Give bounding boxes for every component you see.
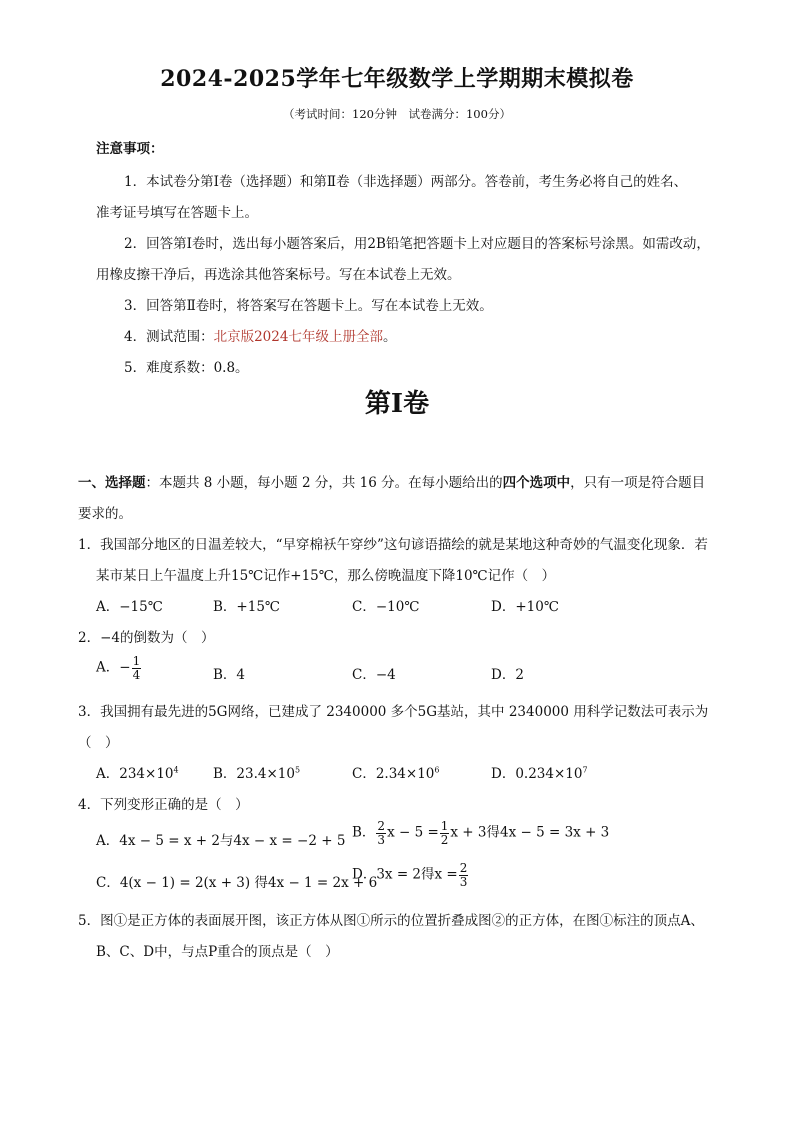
- q2-option-a: [96, 655, 142, 681]
- q4-option-d-fraction: [459, 862, 469, 888]
- notice-item-5: 5．难度系数：0.8。: [124, 360, 249, 376]
- q4-option-a: A．4x − 5 = x + 2与4x − x = −2 + 5: [96, 833, 346, 849]
- q2-option-a-fraction: [132, 655, 142, 681]
- notice-item-1-line-1: 1．本试卷分第Ⅰ卷（选择题）和第Ⅱ卷（非选择题）两部分。答卷前，考生务必将自己的姓名、: [124, 174, 688, 190]
- part1-heading-text: ：本题共 8 小题，每小题 2 分，共 16 分。在每小题给出的: [145, 475, 503, 491]
- q1-option-d: D．+10℃: [491, 599, 559, 615]
- q1-option-b: B．+15℃: [213, 599, 281, 615]
- q2-option-a-prefix: A．−: [96, 659, 131, 676]
- notice-item-2-line-1: 2．回答第Ⅰ卷时，选出每小题答案后，用2B铅笔把答题卡上对应题目的答案标号涂黑。如需改动，: [124, 236, 710, 252]
- q4-option-c: C．4(x − 1) = 2(x + 3) 得4x − 1 = 2x + 6: [96, 875, 378, 891]
- fraction-numerator: 2: [377, 819, 386, 833]
- q2-option-b: B．4: [213, 667, 246, 683]
- part1-heading-bold-2: 四个选项中: [502, 475, 571, 491]
- q1-option-c: C．−10℃: [352, 599, 420, 615]
- q4-option-b-fraction-2: [440, 820, 450, 846]
- notice-item-3: 3．回答第Ⅱ卷时，将答案写在答题卡上。写在本试卷上无效。: [124, 298, 493, 314]
- q1-option-a: A．−15℃: [96, 599, 163, 615]
- q4-option-b: [352, 820, 609, 846]
- q1-stem-line-2: 某市某日上午温度上升15℃记作+15℃，那么傍晚温度下降10℃记作（ ）: [96, 568, 556, 584]
- q4-option-b-fraction-1: [376, 820, 386, 846]
- q3-option-b-exponent: 5: [294, 765, 301, 775]
- part1-heading-bold: 一、选择题: [78, 475, 146, 491]
- notice-item-4-scope: 北京版2024七年级上册全部: [213, 329, 383, 345]
- fraction-numerator: 2: [459, 861, 468, 875]
- q3-option-a-exponent: 4: [173, 765, 179, 775]
- fraction-denominator: 3: [459, 874, 468, 889]
- part1-heading-line-2: 要求的。: [78, 506, 132, 522]
- exam-subtitle: （考试时间：120分钟 试卷满分：100分）: [283, 107, 511, 121]
- q2-option-c: C．−4: [352, 667, 396, 683]
- q5-stem-line-1: 5．图①是正方体的表面展开图，该正方体从图①所示的位置折叠成图②的正方体，在图①标注的顶点A、: [78, 913, 704, 929]
- q4-option-b-middle: x − 5 =: [387, 824, 439, 841]
- q3-option-c-exponent: 6: [434, 765, 440, 775]
- q3-option-a-base: A．234×10: [96, 766, 174, 782]
- notice-item-1-line-2: 准考证号填写在答题卡上。: [96, 205, 258, 221]
- q1-stem-line-1: 1．我国部分地区的日温差较大，“早穿棉袄午穿纱”这句谚语描绘的就是某地这种奇妙的气温变化现象．若: [78, 537, 708, 553]
- q3-option-d-base: D．0.234×10: [491, 766, 583, 782]
- q3-option-c-base: C．2.34×10: [352, 766, 435, 782]
- q4-option-b-suffix: x + 3得4x − 5 = 3x + 3: [450, 824, 610, 841]
- fraction-numerator: 1: [132, 654, 141, 668]
- fraction-denominator: 4: [132, 667, 141, 682]
- q3-option-d: [491, 762, 588, 782]
- q4-stem: 4．下列变形正确的是（ ）: [78, 797, 249, 813]
- notice-item-4-prefix: 4．测试范围：: [124, 329, 214, 345]
- fraction-numerator: 1: [440, 819, 449, 833]
- q3-option-b-base: B．23.4×10: [213, 766, 295, 782]
- q3-stem-line-1: 3．我国拥有最先进的5G网络，已建成了 2340000 多个5G基站，其中 2340000 用科学记数法可表示为: [78, 704, 709, 720]
- notice-item-4: [124, 325, 396, 345]
- notice-item-2-line-2: 用橡皮擦干净后，再选涂其他答案标号。写在本试卷上无效。: [96, 267, 461, 283]
- q3-option-d-exponent: 7: [582, 765, 588, 775]
- q3-option-c: [352, 762, 439, 782]
- q4-option-b-prefix: B．: [352, 824, 376, 841]
- q2-stem: 2．−4的倒数为（ ）: [78, 630, 215, 646]
- q4-option-d-prefix: D．3x = 2得x =: [352, 866, 458, 883]
- q3-option-b: [213, 762, 300, 782]
- fraction-denominator: 2: [440, 832, 449, 847]
- fraction-denominator: 3: [377, 832, 386, 847]
- q3-stem-line-2: （ ）: [78, 735, 119, 751]
- q3-option-a: [96, 762, 179, 782]
- section-title: 第Ⅰ卷: [364, 389, 430, 419]
- part1-heading: [78, 471, 705, 491]
- part1-heading-text-2: ，只有一项是符合题目: [570, 475, 706, 491]
- q4-option-d: [352, 862, 469, 888]
- notice-item-4-suffix: 。: [382, 329, 397, 345]
- q5-stem-line-2: B、C、D中，与点P重合的顶点是（ ）: [96, 944, 339, 960]
- q2-option-d: D．2: [491, 667, 524, 683]
- exam-title: 2024-2025学年七年级数学上学期期末模拟卷: [160, 66, 634, 92]
- notice-heading: 注意事项：: [96, 141, 164, 157]
